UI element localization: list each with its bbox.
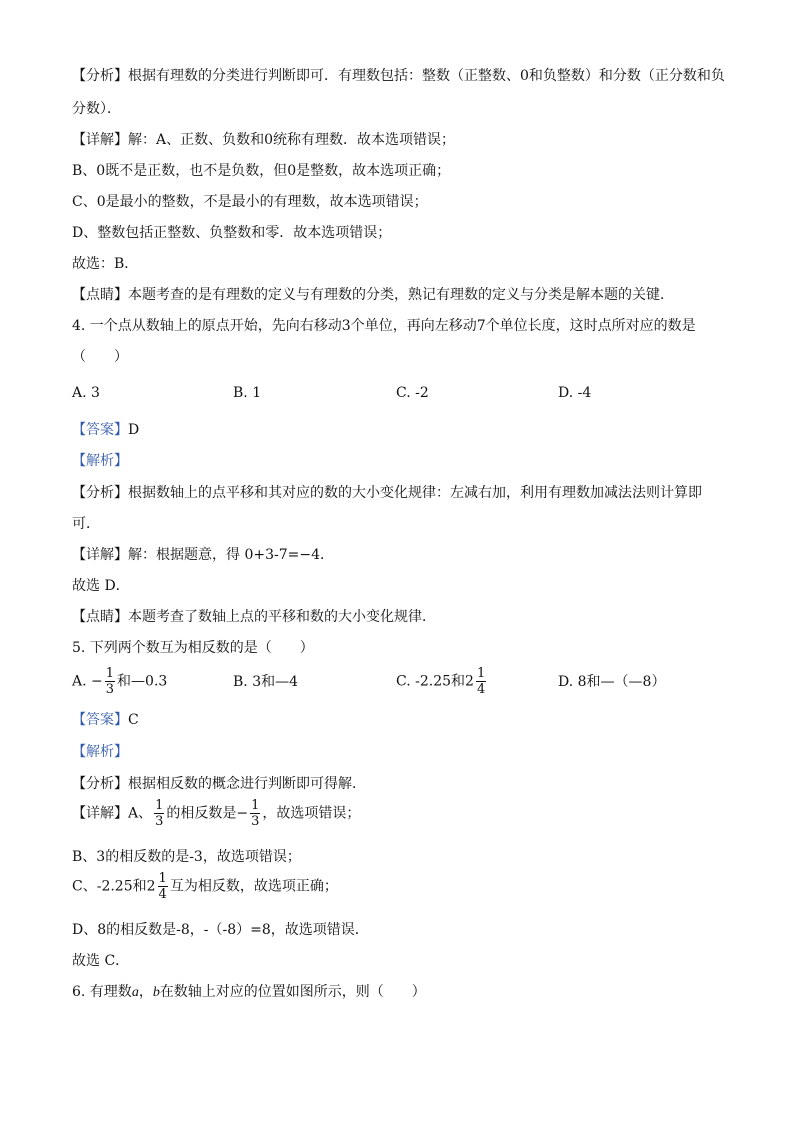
q5-answer-tag: 【答案】	[72, 712, 128, 728]
q5-detail-suffix: ，故选项错误；	[262, 805, 361, 822]
q4-comment: 【点睛】本题考查了数轴上点的平移和数的大小变化规律．	[72, 609, 436, 625]
q3-option-b-explanation: B、0既不是正数，也不是负数，但0是整数，故本选项正确；	[72, 163, 451, 179]
q3-analysis-cont: 分数）．	[72, 101, 121, 117]
q5-answer: C	[128, 712, 139, 728]
q5-option-c-whole: 2	[465, 673, 474, 690]
q5-option-c-fraction	[476, 666, 486, 697]
q5-stem: 5. 下列两个数互为相反数的是（ ）	[72, 640, 314, 656]
q5-c-fraction	[158, 871, 168, 902]
q6-var-b: b	[152, 985, 160, 1000]
fraction-denominator: 4	[158, 887, 167, 902]
fraction-numerator: 1	[251, 798, 260, 813]
q5-jiexi-tag: 【解析】	[72, 744, 128, 760]
q3-option-c-explanation: C、0是最小的整数，不是最小的有理数，故本选项错误；	[72, 194, 428, 210]
q5-detail-fraction-2	[250, 798, 260, 829]
q4-detail: 【详解】解：根据题意，得 0+3-7=−4．	[72, 547, 335, 563]
q5-detail	[72, 798, 360, 829]
fraction-denominator: 3	[105, 682, 115, 697]
q3-analysis: 【分析】根据有理数的分类进行判断即可．有理数包括：整数（正整数、0和负整数）和分数（正分数和负	[72, 68, 725, 84]
q5-c-whole: 2	[146, 878, 156, 895]
q5-detail-prefix: 【详解】A、	[72, 805, 153, 822]
q5-option-d: D. 8和—（—8）	[558, 674, 666, 690]
q6-stem-suffix: 在数轴上对应的位置如图所示，则（ ）	[159, 984, 426, 1000]
q3-detail: 【详解】解：A、正数、负数和0统称有理数．故本选项错误；	[72, 132, 456, 148]
q4-choose: 故选 D．	[72, 578, 130, 594]
fraction-denominator: 3	[251, 814, 260, 829]
q5-detail-fraction	[154, 798, 164, 829]
fraction-numerator: 1	[476, 666, 486, 681]
q5-option-a-neg: −	[91, 673, 103, 690]
q6-stem-prefix: 6. 有理数	[72, 984, 132, 1000]
q3-choose: 故选：B．	[72, 256, 139, 272]
q6-comma: ，	[138, 984, 153, 1000]
q5-option-b: B. 3和—4	[233, 674, 299, 690]
fraction-numerator: 1	[158, 871, 167, 886]
q4-answer-tag: 【答案】	[72, 422, 128, 438]
q4-option-c: C. -2	[396, 385, 429, 401]
q5-option-a-suffix: 和—0.3	[117, 673, 168, 690]
q5-option-c-explanation	[72, 871, 338, 902]
q5-option-a-prefix: A.	[72, 673, 87, 690]
q5-choose: 故选 C．	[72, 953, 130, 969]
q5-analysis: 【分析】根据相反数的概念进行判断即可得解．	[72, 776, 366, 792]
q5-c-prefix: C、-2.25和	[72, 878, 147, 895]
fraction-denominator: 4	[476, 682, 486, 697]
q5-c-suffix: 互为相反数，故选项正确；	[169, 878, 338, 895]
q5-option-c-prefix: C. -2.25和	[396, 673, 466, 690]
q6-stem	[72, 982, 426, 1003]
q6-var-a: a	[131, 985, 139, 1000]
q3-option-d-explanation: D、整数包括正整数、负整数和零．故本选项错误；	[72, 225, 392, 241]
q4-option-d: D. -4	[558, 385, 592, 401]
q4-answer: D	[128, 422, 140, 438]
q5-option-a-fraction	[105, 666, 115, 697]
q3-comment: 【点睛】本题考查的是有理数的定义与有理数的分类，熟记有理数的定义与分类是解本题的关键．	[72, 287, 674, 303]
q4-option-a: A. 3	[72, 385, 100, 401]
fraction-numerator: 1	[105, 666, 115, 681]
q5-detail-mid: 的相反数是	[166, 805, 237, 822]
q4-analysis: 【分析】根据数轴上的点平移和其对应的数的大小变化规律：左减右加，利用有理数加减法法则计算即	[72, 485, 702, 501]
q4-analysis-cont: 可．	[72, 516, 100, 532]
q4-answer-line	[72, 420, 139, 440]
q5-option-c	[396, 666, 488, 697]
q4-option-b: B. 1	[233, 385, 262, 401]
q5-answer-line	[72, 710, 139, 730]
q5-option-a	[72, 666, 167, 697]
q4-paren: （ ）	[72, 349, 128, 365]
q5-option-b-explanation: B、3的相反数的是-3，故选项错误；	[72, 849, 301, 865]
fraction-numerator: 1	[155, 798, 164, 813]
q4-jiexi-tag: 【解析】	[72, 453, 128, 469]
q5-detail-neg: −	[236, 805, 249, 822]
fraction-denominator: 3	[155, 814, 164, 829]
q5-option-d-explanation: D、8的相反数是-8，-（-8）=8，故选项错误．	[72, 922, 369, 938]
q4-stem: 4. 一个点从数轴上的原点开始，先向右移动3个单位，再向左移动7个单位长度，这时点所对应的数是	[72, 318, 696, 334]
